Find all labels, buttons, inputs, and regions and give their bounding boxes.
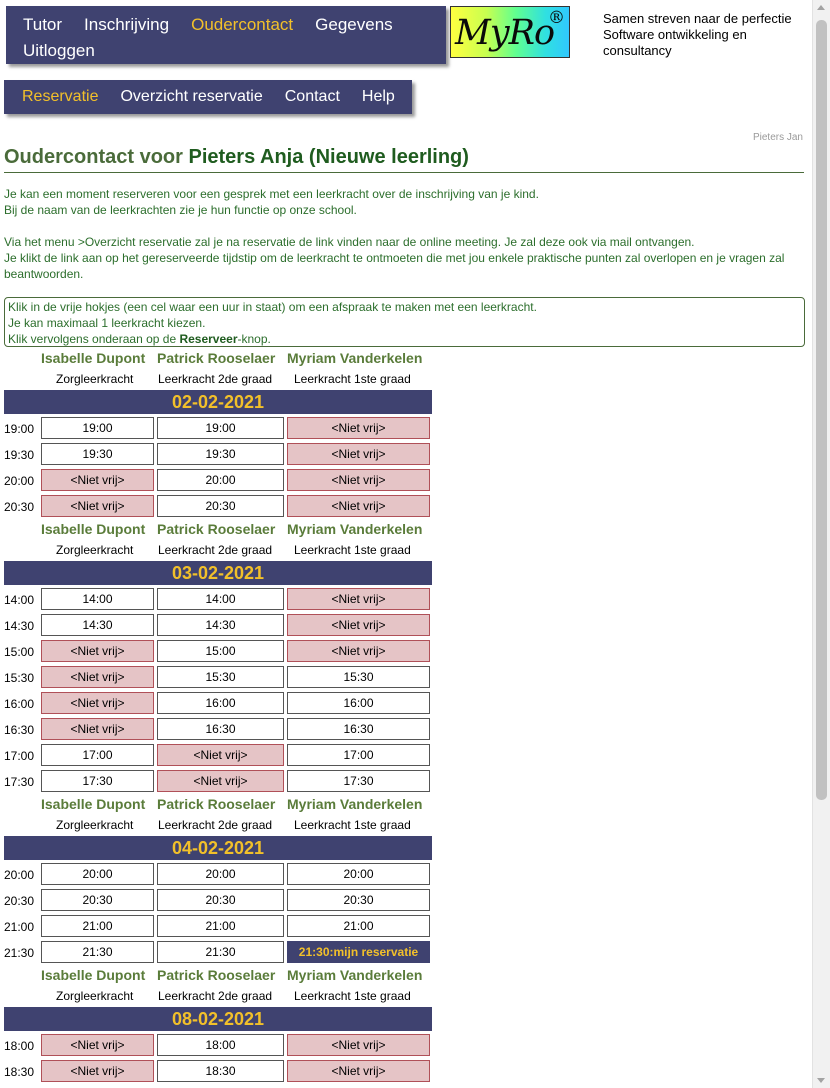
tagline xyxy=(603,11,803,59)
slot-time: 19:30 xyxy=(4,448,35,462)
slot-free-cell[interactable]: 14:00 xyxy=(157,588,284,610)
submenu-item-overzicht-reservatie[interactable]: Overzicht reservatie xyxy=(120,88,263,105)
reserveer-keyword: Reserveer xyxy=(179,332,238,346)
slot-free-cell[interactable]: 17:00 xyxy=(287,744,430,766)
intro-line-1: Je kan een moment reserveren voor een gesprek met een leerkracht over de inschrijving van je kind. xyxy=(4,187,539,201)
slot-free-cell[interactable]: 20:30 xyxy=(157,495,284,517)
slot-busy-cell: <Niet vrij> xyxy=(287,417,430,439)
slot-free-cell[interactable]: 21:00 xyxy=(157,915,284,937)
intro-spacer xyxy=(4,218,804,234)
scroll-up-arrow-icon[interactable] xyxy=(817,5,825,10)
teacher-function: Leerkracht 2de graad xyxy=(158,372,273,386)
slot-time: 20:00 xyxy=(4,868,35,882)
slot-free-cell[interactable]: 14:30 xyxy=(157,614,284,636)
date-header: 04-02-2021 xyxy=(4,836,432,860)
intro-line-4: Je klikt de link aan op het gereserveerde tijdstip om de leerkracht te ontmoeten die met jou enkele praktische punten zal overlopen en je vragen zal beantwoorden. xyxy=(4,251,785,281)
slot-time: 14:00 xyxy=(4,593,35,607)
teacher-name: Myriam Vanderkelen xyxy=(287,350,423,366)
teacher-function: Zorgleerkracht xyxy=(56,543,134,557)
student-name: Pieters Anja (Nieuwe leerling) xyxy=(188,146,469,168)
menu-item-oudercontact[interactable]: Oudercontact xyxy=(191,15,294,34)
time-slot-row xyxy=(4,862,432,888)
date-header: 03-02-2021 xyxy=(4,561,432,585)
slot-time: 18:30 xyxy=(4,1065,35,1079)
slot-busy-cell: <Niet vrij> xyxy=(287,1034,430,1056)
time-slot-row xyxy=(4,613,432,639)
slot-free-cell[interactable]: 16:00 xyxy=(157,692,284,714)
slot-free-cell[interactable]: 20:00 xyxy=(41,863,154,885)
slot-free-cell[interactable]: 19:00 xyxy=(157,417,284,439)
slot-free-cell[interactable]: 18:00 xyxy=(157,1034,284,1056)
teacher-function: Zorgleerkracht xyxy=(56,818,134,832)
slot-free-cell[interactable]: 17:30 xyxy=(41,770,154,792)
slot-free-cell[interactable]: 16:30 xyxy=(157,718,284,740)
page-title xyxy=(4,146,804,173)
time-slot-row xyxy=(4,416,432,442)
instructions-box xyxy=(4,297,805,347)
slot-busy-cell: <Niet vrij> xyxy=(41,692,154,714)
teacher-name: Isabelle Dupont xyxy=(41,967,146,983)
slot-time: 15:00 xyxy=(4,645,35,659)
slot-busy-cell: <Niet vrij> xyxy=(287,469,430,491)
tagline-line-1: Samen streven naar de perfectie xyxy=(603,11,792,26)
slot-free-cell[interactable]: 21:00 xyxy=(41,915,154,937)
slot-free-cell[interactable]: 16:30 xyxy=(287,718,430,740)
slot-free-cell[interactable]: 19:00 xyxy=(41,417,154,439)
slot-free-cell[interactable]: 21:30 xyxy=(157,941,284,963)
teacher-name: Myriam Vanderkelen xyxy=(287,521,423,537)
time-slot-row xyxy=(4,468,432,494)
time-slot-row xyxy=(4,1059,432,1085)
instructions-line-1: Klik in de vrije hokjes (een cel waar een uur in staat) om een afspraak te maken met een leerkracht. xyxy=(8,300,537,314)
slot-busy-cell: <Niet vrij> xyxy=(41,1060,154,1082)
slot-time: 20:30 xyxy=(4,500,35,514)
slot-free-cell[interactable]: 20:00 xyxy=(157,863,284,885)
time-slot-row xyxy=(4,743,432,769)
slot-busy-cell: <Niet vrij> xyxy=(287,495,430,517)
slot-busy-cell: <Niet vrij> xyxy=(287,1060,430,1082)
slot-time: 15:30 xyxy=(4,671,35,685)
registered-icon: ® xyxy=(548,8,565,28)
teacher-name: Myriam Vanderkelen xyxy=(287,796,423,812)
instructions-line-3-post: -knop. xyxy=(237,332,271,346)
slot-busy-cell: <Niet vrij> xyxy=(41,469,154,491)
slot-busy-cell: <Niet vrij> xyxy=(41,640,154,662)
slot-time: 16:30 xyxy=(4,723,35,737)
slot-free-cell[interactable]: 18:30 xyxy=(157,1060,284,1082)
intro-text xyxy=(4,186,804,282)
slot-free-cell[interactable]: 19:30 xyxy=(157,443,284,465)
main-menu-row-2 xyxy=(23,38,446,64)
logged-in-user: Pieters Jan xyxy=(752,132,803,143)
page-title-prefix: Oudercontact voor xyxy=(4,146,189,168)
submenu-item-help[interactable]: Help xyxy=(361,88,395,105)
intro-line-3: Via het menu >Overzicht reservatie zal je na reservatie de link vinden naar de online meeting. Je zal deze ook via mail ontvangen. xyxy=(4,235,695,249)
time-slot-row xyxy=(4,1033,432,1059)
submenu-item-reservatie[interactable]: Reservatie xyxy=(22,88,99,105)
time-slot-row xyxy=(4,888,432,914)
scroll-down-arrow-icon[interactable] xyxy=(817,1078,825,1083)
instructions-line-3 xyxy=(8,331,801,347)
slot-free-cell[interactable]: 21:00 xyxy=(287,915,430,937)
logo-text: MyRo xyxy=(455,13,555,53)
slot-time: 19:00 xyxy=(4,422,35,436)
slot-time: 21:30 xyxy=(4,946,35,960)
slot-busy-cell: <Niet vrij> xyxy=(287,588,430,610)
slot-free-cell[interactable]: 20:30 xyxy=(287,889,430,911)
time-slot-row xyxy=(4,914,432,940)
slot-free-cell[interactable]: 20:30 xyxy=(157,889,284,911)
my-reservation-cell[interactable]: 21:30:mijn reservatie xyxy=(287,941,430,963)
vertical-scrollbar[interactable] xyxy=(812,0,830,1088)
slot-busy-cell: <Niet vrij> xyxy=(41,1034,154,1056)
teacher-name: Isabelle Dupont xyxy=(41,350,146,366)
time-slot-row xyxy=(4,494,432,520)
teacher-function: Leerkracht 1ste graad xyxy=(294,372,411,386)
teacher-name: Isabelle Dupont xyxy=(41,521,146,537)
slot-free-cell[interactable]: 15:30 xyxy=(287,666,430,688)
slot-time: 21:00 xyxy=(4,920,35,934)
teacher-function: Zorgleerkracht xyxy=(56,372,134,386)
time-slot-row xyxy=(4,691,432,717)
slot-free-cell[interactable]: 15:00 xyxy=(157,640,284,662)
teacher-name: Myriam Vanderkelen xyxy=(287,967,423,983)
teacher-name: Patrick Rooselaer xyxy=(157,521,276,537)
slot-busy-cell: <Niet vrij> xyxy=(41,495,154,517)
teacher-function: Leerkracht 1ste graad xyxy=(294,989,411,1003)
slot-busy-cell: <Niet vrij> xyxy=(287,443,430,465)
submenu-item-contact[interactable]: Contact xyxy=(284,88,340,105)
slot-free-cell[interactable]: 17:30 xyxy=(287,770,430,792)
slot-free-cell[interactable]: 20:30 xyxy=(41,889,154,911)
slot-time: 18:00 xyxy=(4,1039,35,1053)
slot-time: 20:00 xyxy=(4,474,35,488)
main-menu-row-1 xyxy=(23,12,446,38)
date-header: 02-02-2021 xyxy=(4,390,432,414)
menu-item-gegevens[interactable]: Gegevens xyxy=(315,15,393,34)
teacher-names-row xyxy=(4,349,432,369)
time-slot-row xyxy=(4,587,432,613)
reservation-schedule xyxy=(4,349,432,1085)
time-slot-row xyxy=(4,665,432,691)
menu-item-inschrijving[interactable]: Inschrijving xyxy=(84,15,170,34)
slot-busy-cell: <Niet vrij> xyxy=(157,744,284,766)
time-slot-row xyxy=(4,717,432,743)
slot-busy-cell: <Niet vrij> xyxy=(287,640,430,662)
teacher-name: Isabelle Dupont xyxy=(41,796,146,812)
slot-busy-cell: <Niet vrij> xyxy=(287,614,430,636)
teacher-name: Patrick Rooselaer xyxy=(157,350,276,366)
slot-free-cell[interactable]: 21:30 xyxy=(41,941,154,963)
scrollbar-thumb[interactable] xyxy=(816,20,827,800)
teacher-functions-row xyxy=(4,986,432,1006)
slot-free-cell[interactable]: 15:30 xyxy=(157,666,284,688)
sub-menu xyxy=(4,80,412,114)
slot-time: 17:30 xyxy=(4,775,35,789)
menu-item-uitloggen[interactable]: Uitloggen xyxy=(23,41,95,60)
slot-free-cell[interactable]: 20:00 xyxy=(287,863,430,885)
teacher-function: Leerkracht 2de graad xyxy=(158,989,273,1003)
slot-time: 20:30 xyxy=(4,894,35,908)
slot-free-cell[interactable]: 14:30 xyxy=(41,614,154,636)
main-menu xyxy=(6,6,446,64)
slot-free-cell[interactable]: 14:00 xyxy=(41,588,154,610)
teacher-functions-row xyxy=(4,369,432,389)
slot-free-cell[interactable]: 20:00 xyxy=(157,469,284,491)
slot-free-cell[interactable]: 16:00 xyxy=(287,692,430,714)
date-header: 08-02-2021 xyxy=(4,1007,432,1031)
slot-busy-cell: <Niet vrij> xyxy=(41,666,154,688)
slot-time: 17:00 xyxy=(4,749,35,763)
slot-busy-cell: <Niet vrij> xyxy=(157,770,284,792)
instructions-line-2: Je kan maximaal 1 leerkracht kiezen. xyxy=(8,316,206,330)
slot-time: 16:00 xyxy=(4,697,35,711)
teacher-functions-row xyxy=(4,540,432,560)
slot-free-cell[interactable]: 17:00 xyxy=(41,744,154,766)
time-slot-row xyxy=(4,940,432,966)
teacher-names-row xyxy=(4,520,432,540)
menu-item-tutor[interactable]: Tutor xyxy=(23,15,63,34)
slot-busy-cell: <Niet vrij> xyxy=(41,718,154,740)
intro-line-2: Bij de naam van de leerkrachten zie je hun functie op onze school. xyxy=(4,203,357,217)
slot-free-cell[interactable]: 19:30 xyxy=(41,443,154,465)
teacher-name: Patrick Rooselaer xyxy=(157,796,276,812)
time-slot-row xyxy=(4,442,432,468)
teacher-function: Leerkracht 2de graad xyxy=(158,543,273,557)
instructions-line-3-pre: Klik vervolgens onderaan op de xyxy=(8,332,180,346)
teacher-name: Patrick Rooselaer xyxy=(157,967,276,983)
teacher-names-row xyxy=(4,966,432,986)
teacher-function: Zorgleerkracht xyxy=(56,989,134,1003)
teacher-function: Leerkracht 1ste graad xyxy=(294,543,411,557)
slot-time: 14:30 xyxy=(4,619,35,633)
tagline-line-2: Software ontwikkeling en consultancy xyxy=(603,27,747,58)
time-slot-row xyxy=(4,639,432,665)
myro-logo xyxy=(450,6,570,58)
teacher-function: Leerkracht 1ste graad xyxy=(294,818,411,832)
teacher-names-row xyxy=(4,795,432,815)
teacher-functions-row xyxy=(4,815,432,835)
teacher-function: Leerkracht 2de graad xyxy=(158,818,273,832)
time-slot-row xyxy=(4,769,432,795)
